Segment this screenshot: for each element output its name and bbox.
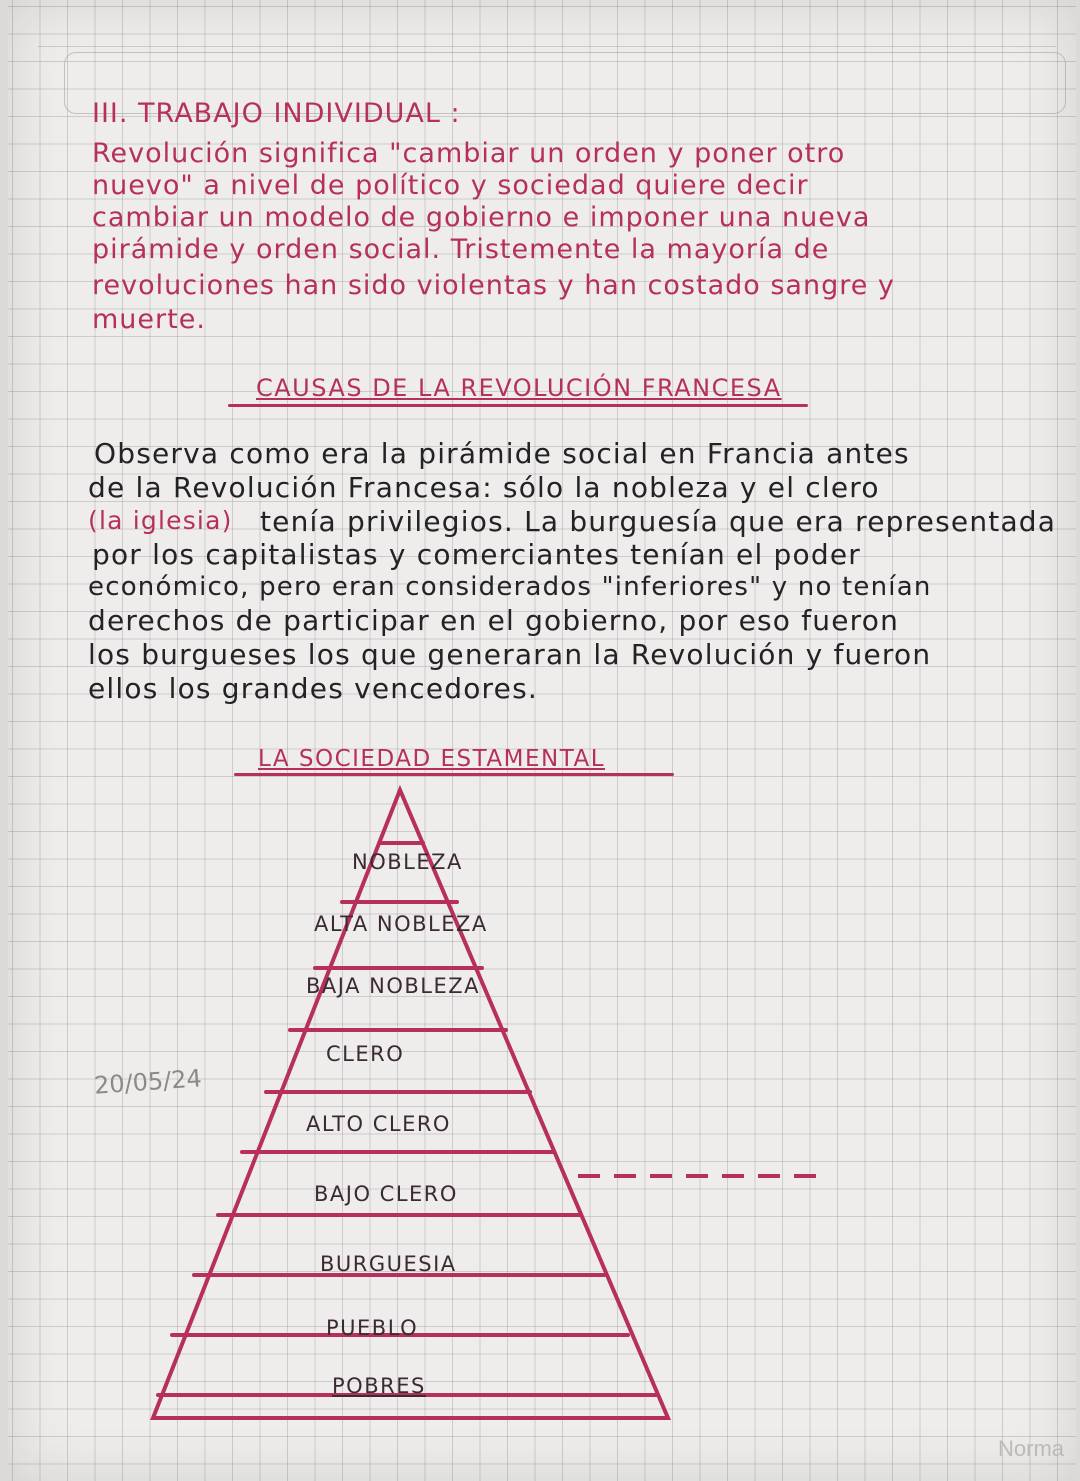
pyramid-level-label: NOBLEZA [352,850,463,874]
pyramid-level-label: PUEBLO [326,1316,419,1340]
paragraph-line: los burgueses los que generaran la Revolución y fueron [88,638,932,671]
pyramid-title: LA SOCIEDAD ESTAMENTAL [258,746,606,772]
pyramid-level-label: ALTA NOBLEZA [314,912,488,936]
notebook-brand-logo: Norma [998,1436,1065,1461]
pyramid-level-label: ALTO CLERO [306,1112,451,1136]
intro-line: pirámide y orden social. Tristemente la mayoría de [92,234,830,265]
section-title: CAUSAS DE LA REVOLUCIÓN FRANCESA [256,374,782,402]
margin-date-note: 20/05/24 [93,1064,203,1100]
pyramid-level-label: CLERO [326,1042,405,1066]
intro-line: Revolución significa "cambiar un orden y poner otro [92,138,846,169]
paragraph-line: ellos los grandes vencedores. [88,672,538,705]
intro-line: revoluciones han sido violentas y han costado sangre y [92,270,895,301]
paragraph-line: por los capitalistas y comerciantes tenían el poder [92,538,861,571]
paragraph-line: derechos de participar en el gobierno, por eso fueron [88,604,900,637]
pyramid-level-label: POBRES [332,1374,426,1398]
pyramid-level-label: BAJO CLERO [314,1182,458,1206]
paragraph-line: económico, pero eran considerados "inferiores" y no tenían [88,572,932,602]
paragraph-highlight: (la iglesia) [88,506,233,535]
intro-line: cambiar un modelo de gobierno e imponer una nueva [92,202,871,233]
intro-line: muerte. [92,304,206,335]
paragraph-line: de la Revolución Francesa: sólo la nobleza y el clero [88,471,880,504]
pyramid-level-label: BAJA NOBLEZA [306,974,481,998]
intro-line: nuevo" a nivel de político y sociedad quiere decir [92,170,809,201]
intro-heading: III. TRABAJO INDIVIDUAL : [92,98,461,129]
paragraph-line: tenía privilegios. La burguesía que era representada [260,505,1057,538]
pyramid-level-label: BURGUESIA [320,1252,457,1276]
pyramid-diagram [8,0,1076,1481]
paragraph-line: Observa como era la pirámide social en Francia antes [94,437,910,470]
notebook-page [8,0,1076,1481]
